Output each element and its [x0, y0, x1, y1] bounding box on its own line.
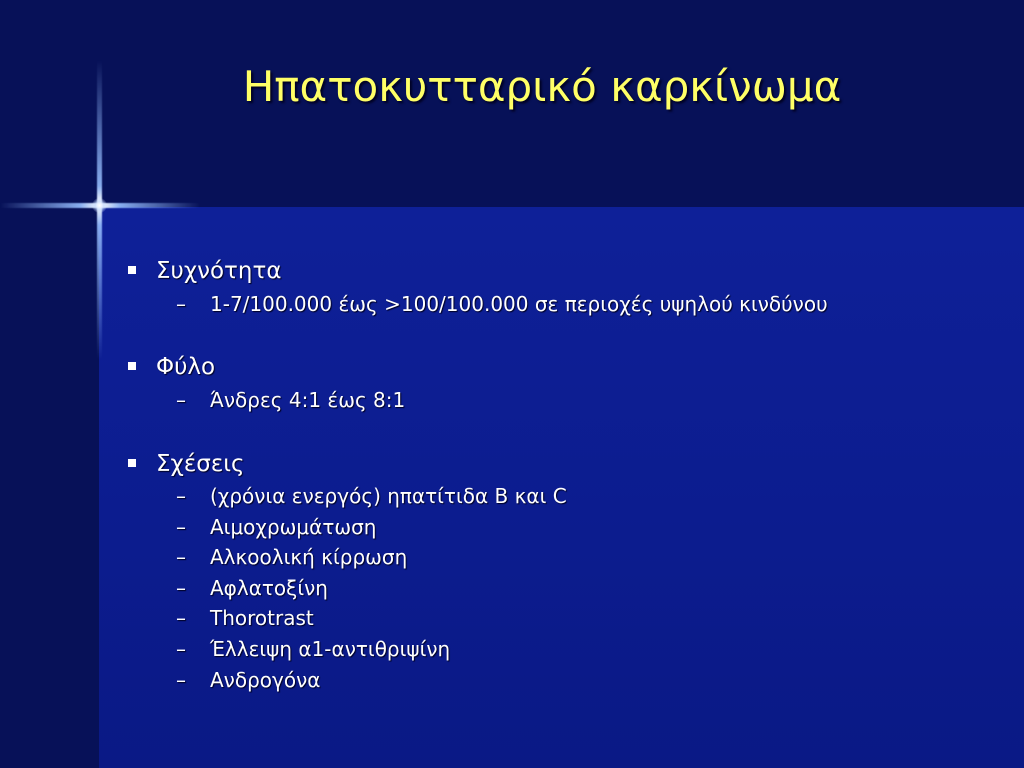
dash-marker: – — [176, 668, 186, 692]
dash-marker: – — [176, 637, 186, 661]
dash-marker: – — [176, 545, 186, 569]
sub-item — [176, 388, 405, 412]
bullet-heading: Συχνότητα — [156, 258, 282, 284]
sub-item-text: Άνδρες 4:1 έως 8:1 — [210, 388, 406, 412]
slide-title: Ηπατοκυτταρικό καρκίνωμα — [242, 62, 842, 111]
sub-item — [176, 637, 450, 661]
dash-marker: – — [176, 606, 186, 630]
sub-item-text: 1-7/100.000 έως >100/100.000 σε περιοχές υψηλού κινδύνου — [210, 292, 828, 316]
dash-marker: – — [176, 576, 186, 600]
sub-item — [176, 545, 407, 569]
square-bullet-icon — [128, 459, 136, 467]
sub-item-text: Thorotrast — [210, 606, 314, 630]
bullet-heading: Σχέσεις — [156, 451, 245, 477]
sub-item — [176, 668, 320, 692]
sub-item — [176, 576, 328, 600]
sub-item-text: Αφλατοξίνη — [210, 576, 328, 600]
sub-item — [176, 515, 376, 539]
square-bullet-icon — [128, 266, 136, 274]
dash-marker: – — [176, 484, 186, 508]
dash-marker: – — [176, 388, 186, 412]
sub-item-text: Αιμοχρωμάτωση — [210, 515, 377, 539]
sub-item-text: Έλλειψη α1-αντιθριψίνη — [210, 637, 451, 661]
dash-marker: – — [176, 515, 186, 539]
sub-item-text: Ανδρογόνα — [210, 668, 321, 692]
sub-item-text: Αλκοολική κίρρωση — [210, 545, 408, 569]
sub-item — [176, 484, 567, 508]
bullet-item-associations — [128, 451, 245, 477]
dash-marker: – — [176, 292, 186, 316]
sub-item — [176, 292, 828, 316]
sub-item — [176, 606, 314, 630]
square-bullet-icon — [128, 362, 136, 370]
bullet-item-frequency — [128, 258, 281, 284]
bullet-heading: Φύλο — [156, 354, 216, 380]
sub-item-text: (χρόνια ενεργός) ηπατίτιδα Β και C — [210, 484, 567, 508]
bullet-item-sex — [128, 354, 215, 380]
